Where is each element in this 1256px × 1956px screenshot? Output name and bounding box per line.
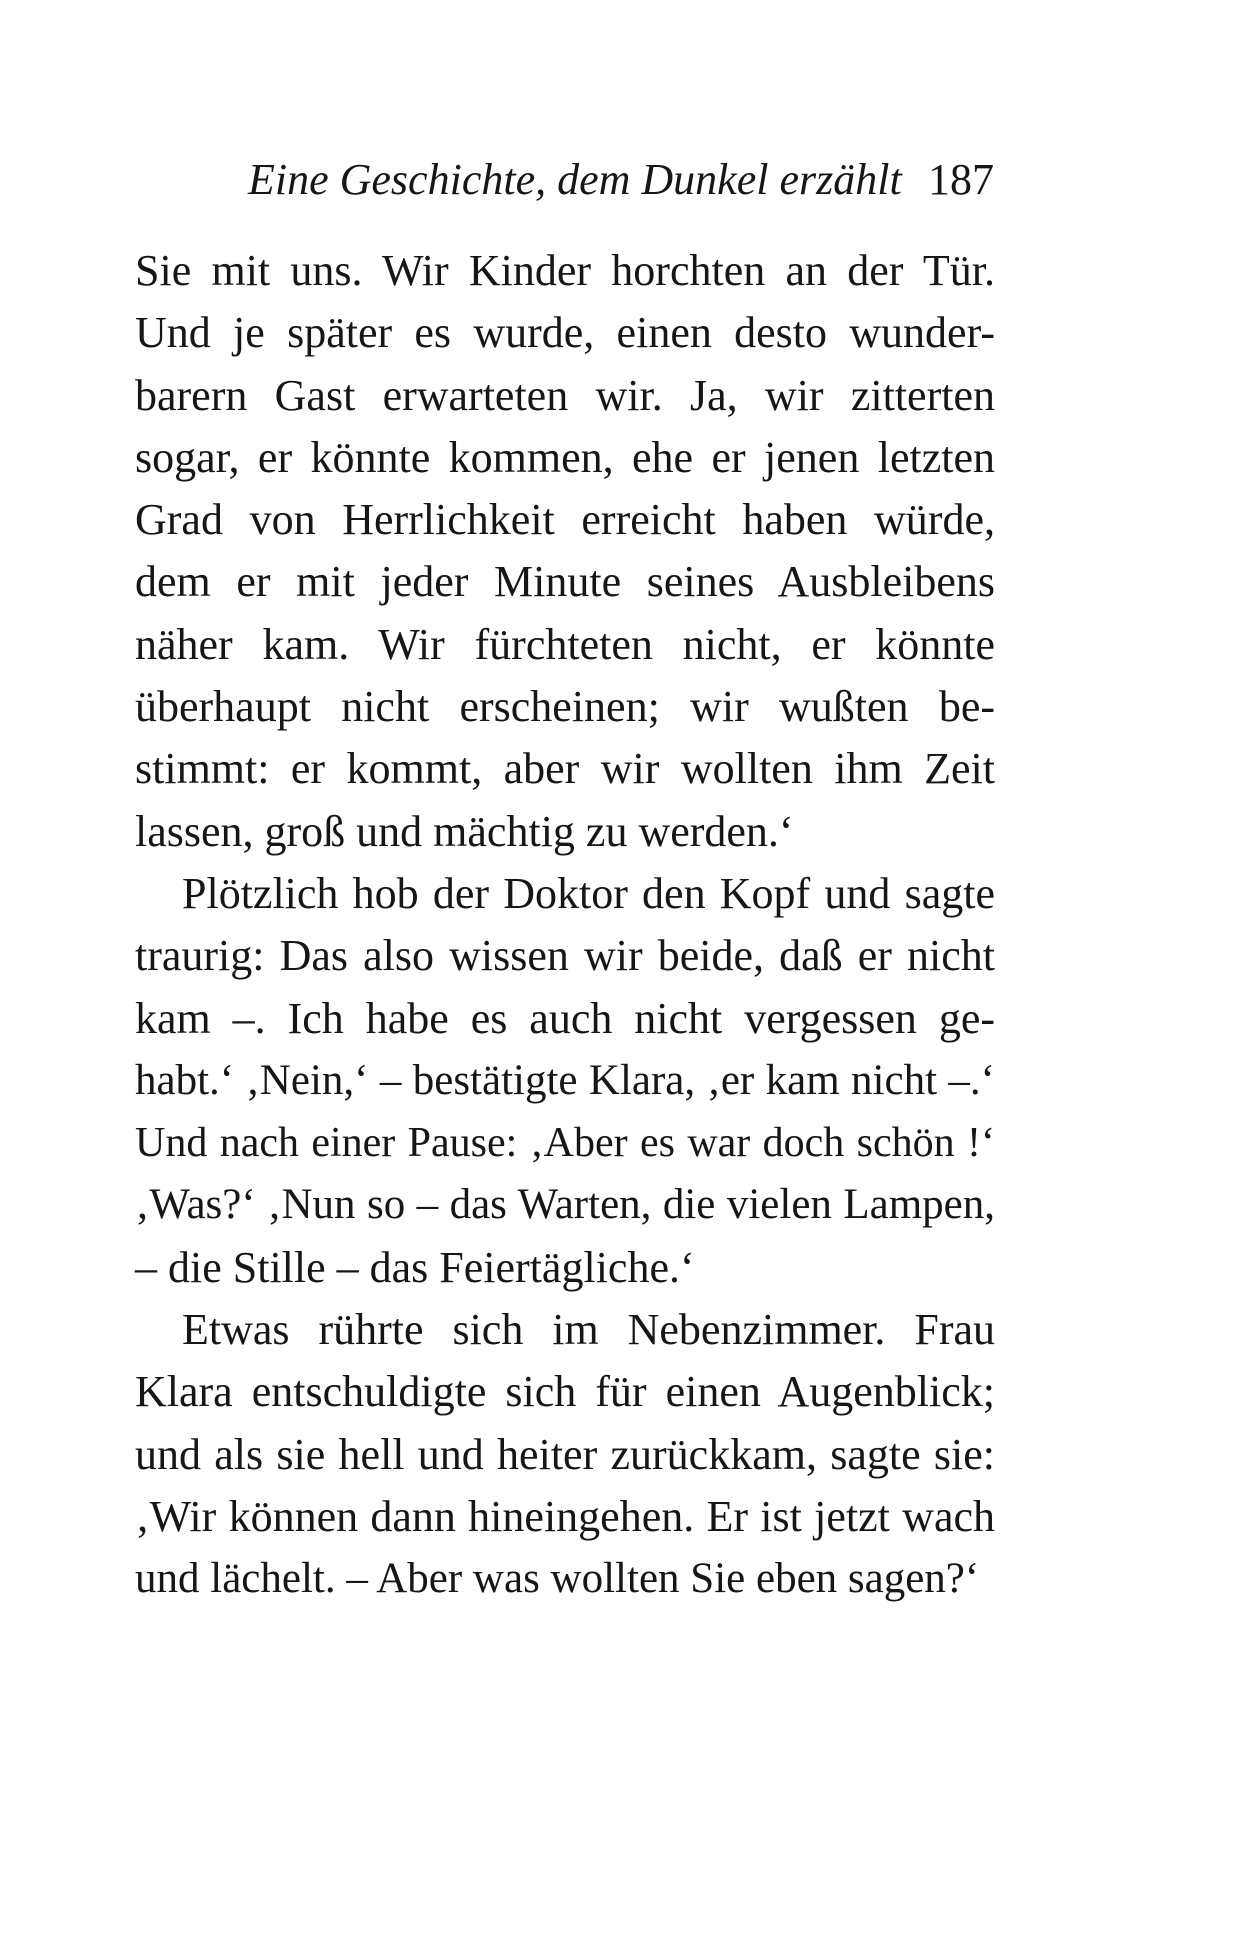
text-line: sogar, er könnte kommen, ehe er jenen letzten xyxy=(135,432,995,482)
text-line: Plötzlich hob der Doktor den Kopf und sagte xyxy=(182,868,995,918)
text-line: barern Gast erwarteten wir. Ja, wir zitterten xyxy=(135,370,995,420)
text-line: stimmt: er kommt, aber wir wollten ihm Zeit xyxy=(135,744,995,794)
paragraph xyxy=(135,240,995,863)
text-line: überhaupt nicht erscheinen; wir wußten be- xyxy=(135,682,995,732)
text-line: ‚Wir können dann hineingehen. Er ist jetzt wach xyxy=(135,1491,995,1541)
text-line: und lächelt. – Aber was wollten Sie eben sagen?‘ xyxy=(135,1555,980,1603)
text-line: traurig: Das also wissen wir beide, daß er nicht xyxy=(135,931,995,981)
text-line: näher kam. Wir fürchteten nicht, er könnte xyxy=(135,619,995,669)
text-line: Sie mit uns. Wir Kinder horchten an der Tür. xyxy=(135,246,995,295)
text-line: – die Stille – das Feiertägliche.‘ xyxy=(135,1242,695,1292)
text-line: Grad von Herrlichkeit erreicht haben würde, xyxy=(135,495,995,545)
page-number: 187 xyxy=(928,155,994,204)
text-line: dem er mit jeder Minute seines Ausbleibens xyxy=(135,557,995,607)
running-title: Eine Geschichte, dem Dunkel erzählt xyxy=(248,155,902,204)
text-line: Klara entschuldigte sich für einen Augenblick; xyxy=(135,1367,995,1417)
text-line: und als sie hell und heiter zurückkam, sagte sie: xyxy=(135,1429,995,1479)
text-line: ‚Was?‘ ‚Nun so – das Warten, die vielen Lampen, xyxy=(135,1181,995,1229)
text-line: Etwas rührte sich im Nebenzimmer. Frau xyxy=(182,1305,995,1355)
text-line: lassen, groß und mächtig zu werden.‘ xyxy=(135,806,794,856)
text-line: kam –. Ich habe es auch nicht vergessen ge- xyxy=(135,993,995,1043)
text-line: Und nach einer Pause: ‚Aber es war doch schön !‘ xyxy=(135,1120,995,1167)
paragraph xyxy=(135,863,995,1299)
text-line: Und je später es wurde, einen desto wunder- xyxy=(135,308,995,358)
body-text xyxy=(135,240,995,1611)
paragraph xyxy=(135,1299,995,1610)
text-line: habt.‘ ‚Nein,‘ – bestätigte Klara, ‚er kam nicht –.‘ xyxy=(135,1056,995,1104)
running-head xyxy=(248,150,994,210)
